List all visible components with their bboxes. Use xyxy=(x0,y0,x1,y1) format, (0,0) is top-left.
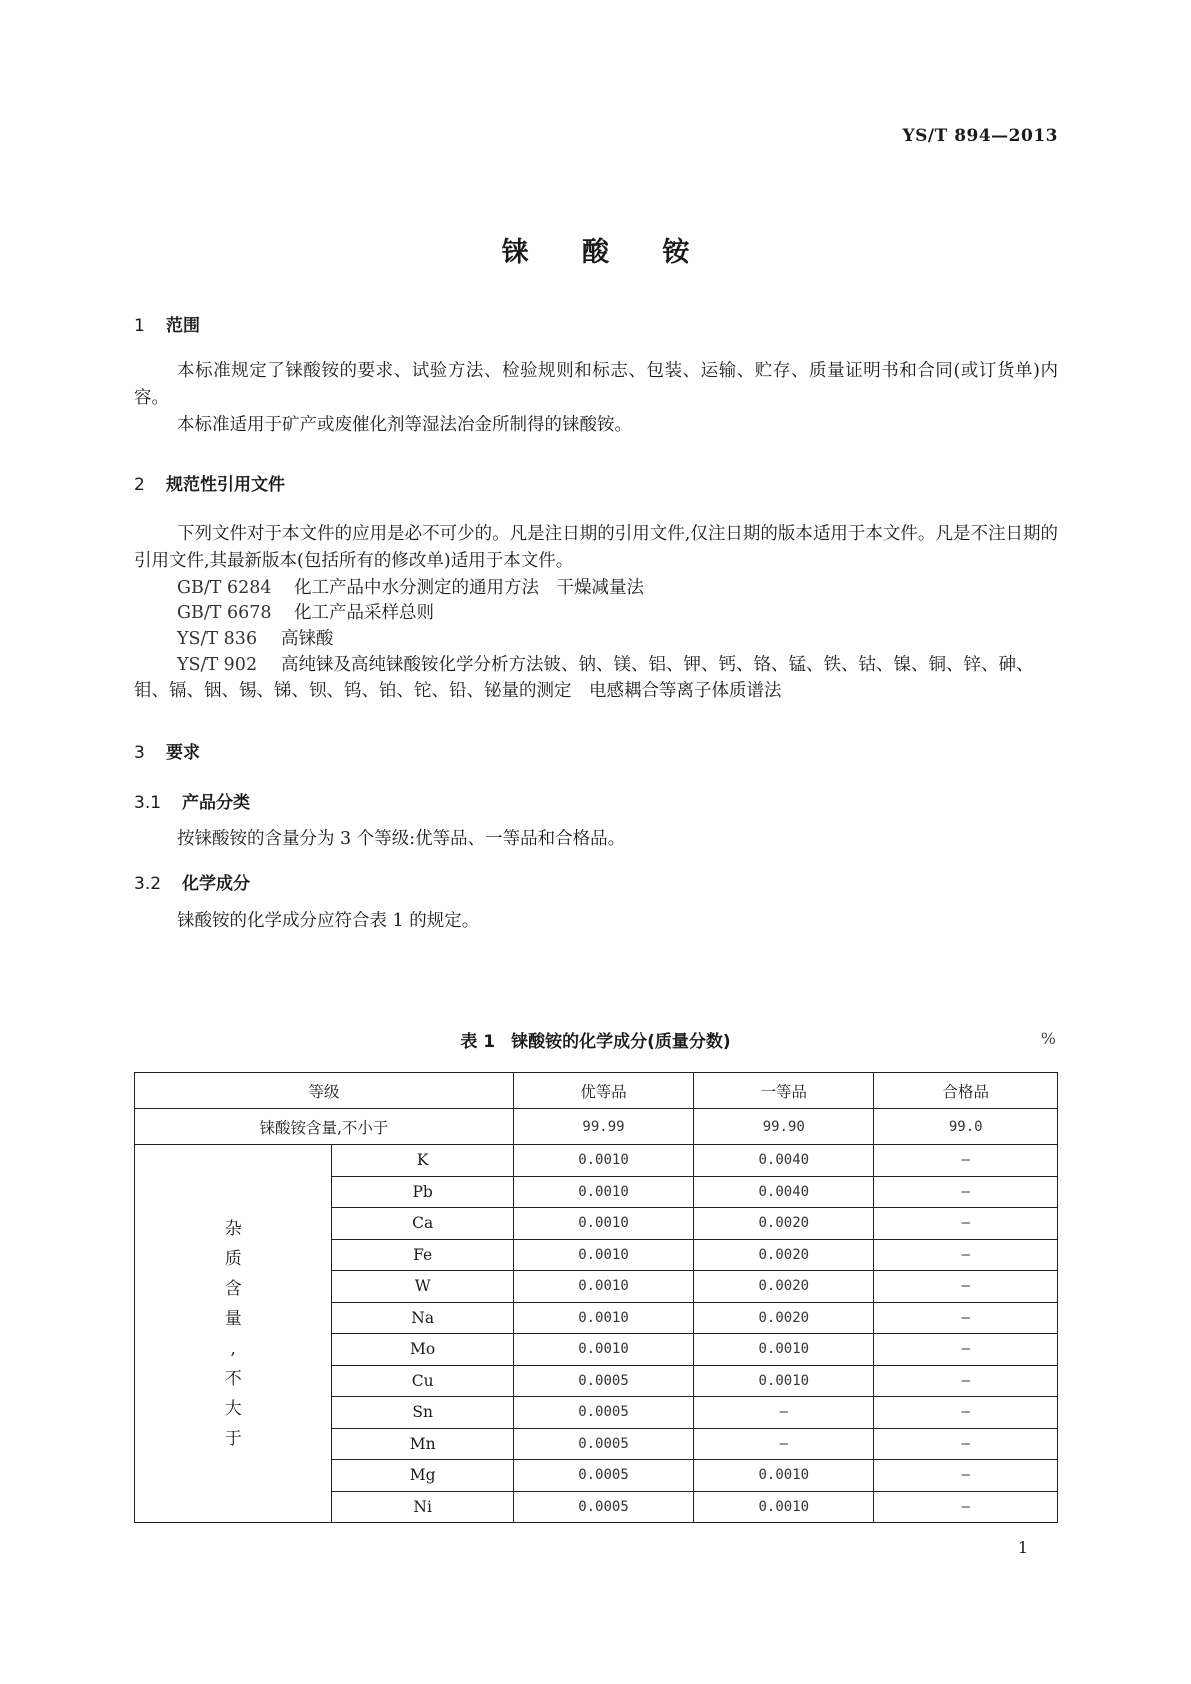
table-cell: — xyxy=(874,1271,1058,1303)
table-header-row xyxy=(135,1073,1058,1109)
table-cell: 99.0 xyxy=(874,1109,1058,1145)
subsection-3-2-heading xyxy=(134,869,250,894)
impurity-label-char: 质 xyxy=(224,1248,242,1269)
impurity-label-char: 量 xyxy=(224,1308,242,1329)
reference-item xyxy=(177,575,644,602)
reference-code: YS/T 836 xyxy=(177,629,258,649)
element-cell: W xyxy=(332,1271,513,1303)
table-cell: — xyxy=(874,1460,1058,1492)
element-cell: Pb xyxy=(332,1176,513,1208)
element-cell: Sn xyxy=(332,1397,513,1429)
section-3-heading xyxy=(134,738,200,763)
table-cell: 0.0005 xyxy=(513,1397,693,1429)
table-cell: — xyxy=(694,1397,874,1429)
section-title: 规范性引用文件 xyxy=(166,475,285,495)
subsection-3-1-para: 按铼酸铵的含量分为 3 个等级:优等品、一等品和合格品。 xyxy=(177,829,626,849)
table-cell: 0.0010 xyxy=(513,1239,693,1271)
section-number: 3 xyxy=(134,743,145,763)
subsection-number: 3.1 xyxy=(134,793,162,813)
impurity-label-char: 于 xyxy=(224,1428,242,1449)
impurity-label-char: 大 xyxy=(224,1398,242,1419)
table-caption xyxy=(0,1027,1191,1052)
table-cell: — xyxy=(874,1334,1058,1366)
page-number: 1 xyxy=(1017,1538,1028,1557)
subsection-number: 3.2 xyxy=(134,874,162,894)
header-qualified: 合格品 xyxy=(874,1073,1058,1109)
table-cell: 0.0010 xyxy=(694,1460,874,1492)
table-cell: — xyxy=(874,1428,1058,1460)
subsection-3-1-heading xyxy=(134,788,250,813)
reference-code: GB/T 6284 xyxy=(177,578,272,598)
table-cell: — xyxy=(874,1397,1058,1429)
table-cell: 0.0010 xyxy=(513,1176,693,1208)
chemical-composition-table xyxy=(134,1072,1058,1523)
table-cell: — xyxy=(874,1239,1058,1271)
element-cell: K xyxy=(332,1145,513,1177)
header-grade: 等级 xyxy=(135,1073,514,1109)
subsection-title: 化学成分 xyxy=(182,874,250,894)
impurity-label-char: 含 xyxy=(224,1278,242,1299)
table-cell: — xyxy=(874,1176,1058,1208)
reference-item xyxy=(177,600,434,627)
table-cell: 0.0010 xyxy=(513,1302,693,1334)
reference-title: 化工产品采样总则 xyxy=(294,603,434,623)
table-cell: 99.90 xyxy=(694,1109,874,1145)
table-cell: 0.0010 xyxy=(513,1145,693,1177)
table-cell: 0.0020 xyxy=(694,1302,874,1334)
reference-item xyxy=(177,652,1034,679)
table-number: 表 1 xyxy=(460,1032,496,1052)
table-caption-text: 铼酸铵的化学成分(质量分数) xyxy=(511,1032,731,1052)
table-cell: — xyxy=(694,1428,874,1460)
section-title: 范围 xyxy=(166,316,200,336)
element-cell: Mn xyxy=(332,1428,513,1460)
section-2-para-1: 下列文件对于本文件的应用是必不可少的。凡是注日期的引用文件,仅注日期的版本适用于本文件。凡是不注日期的引用文件,其最新版本(包括所有的修改单)适用于本文件。 xyxy=(134,524,1058,571)
document-title: 铼 酸 铵 xyxy=(501,237,712,268)
subsection-3-2-para: 铼酸铵的化学成分应符合表 1 的规定。 xyxy=(177,911,480,931)
table-cell: — xyxy=(874,1145,1058,1177)
section-title: 要求 xyxy=(166,743,200,763)
table-cell: 0.0005 xyxy=(513,1365,693,1397)
table-cell: 0.0010 xyxy=(513,1271,693,1303)
element-cell: Na xyxy=(332,1302,513,1334)
table-cell: 0.0010 xyxy=(694,1334,874,1366)
impurity-label-char: 不 xyxy=(224,1368,242,1389)
reference-code: GB/T 6678 xyxy=(177,603,272,623)
subsection-title: 产品分类 xyxy=(182,793,250,813)
reference-title: 高纯铼及高纯铼酸铵化学分析方法铍、钠、镁、铝、钾、钙、铬、锰、铁、钴、镍、铜、锌、砷、 xyxy=(281,655,1034,675)
impurity-label xyxy=(135,1145,332,1523)
table-cell: 0.0005 xyxy=(513,1460,693,1492)
element-cell: Fe xyxy=(332,1239,513,1271)
table-cell: 0.0010 xyxy=(694,1491,874,1523)
element-cell: Mg xyxy=(332,1460,513,1492)
section-number: 2 xyxy=(134,475,145,495)
table-cell: 0.0040 xyxy=(694,1176,874,1208)
section-1-heading xyxy=(134,311,200,336)
reference-title: 高铼酸 xyxy=(281,629,334,649)
table-cell: 0.0020 xyxy=(694,1208,874,1240)
reference-continuation: 钼、镉、铟、锡、锑、钡、钨、铂、铊、铅、铋量的测定 电感耦合等离子体质谱法 xyxy=(134,681,782,701)
table-cell: — xyxy=(874,1208,1058,1240)
table-cell: 0.0040 xyxy=(694,1145,874,1177)
table-cell: 0.0010 xyxy=(513,1208,693,1240)
table-cell: 0.0005 xyxy=(513,1428,693,1460)
reference-item xyxy=(177,626,334,653)
section-1-para-2: 本标准适用于矿产或废催化剂等湿法冶金所制得的铼酸铵。 xyxy=(177,415,632,435)
section-2-heading xyxy=(134,470,285,495)
table-cell: 0.0020 xyxy=(694,1239,874,1271)
element-cell: Cu xyxy=(332,1365,513,1397)
table-cell: 0.0010 xyxy=(513,1334,693,1366)
impurity-label-char: , xyxy=(230,1338,236,1359)
element-cell: Ni xyxy=(332,1491,513,1523)
standard-code: YS/T 894—2013 xyxy=(902,126,1058,146)
table-cell: 99.99 xyxy=(513,1109,693,1145)
reference-title: 化工产品中水分测定的通用方法 干燥减量法 xyxy=(294,578,644,598)
element-cell: Ca xyxy=(332,1208,513,1240)
element-cell: Mo xyxy=(332,1334,513,1366)
table-cell: 0.0020 xyxy=(694,1271,874,1303)
table-row xyxy=(135,1145,1058,1177)
table-row-content xyxy=(135,1109,1058,1145)
header-premium: 优等品 xyxy=(513,1073,693,1109)
table-cell: — xyxy=(874,1491,1058,1523)
table-cell: — xyxy=(874,1302,1058,1334)
impurity-label-char: 杂 xyxy=(224,1218,242,1239)
header-first-class: 一等品 xyxy=(694,1073,874,1109)
table-cell: — xyxy=(874,1365,1058,1397)
section-number: 1 xyxy=(134,316,145,336)
content-label: 铼酸铵含量,不小于 xyxy=(135,1109,514,1145)
table-cell: 0.0010 xyxy=(694,1365,874,1397)
table-cell: 0.0005 xyxy=(513,1491,693,1523)
section-1-para-1: 本标准规定了铼酸铵的要求、试验方法、检验规则和标志、包装、运输、贮存、质量证明书和合同(或订货单)内容。 xyxy=(134,361,1058,408)
table-unit: % xyxy=(1040,1029,1056,1048)
reference-code: YS/T 902 xyxy=(177,655,258,675)
